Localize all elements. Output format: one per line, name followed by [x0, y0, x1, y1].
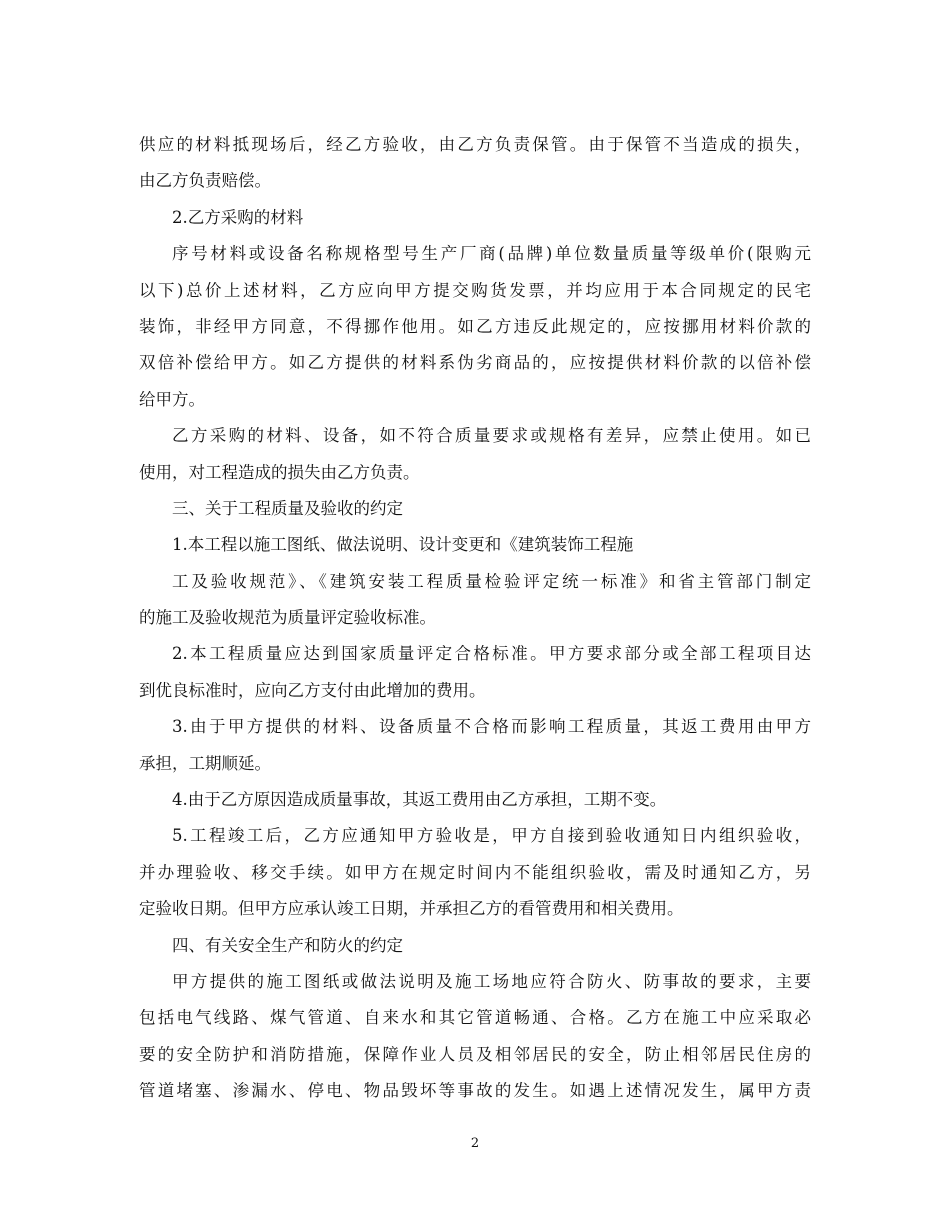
text-line: 2.本工程质量应达到国家质量评定合格标准。甲方要求部分或全部工程项目达 — [172, 644, 811, 664]
text-line: 承担，工期顺延。 — [139, 753, 271, 773]
text-line: 管道堵塞、渗漏水、停电、物品毁坏等事故的发生。如遇上述情况发生，属甲方责 — [139, 1081, 811, 1101]
text-line: 4.由于乙方原因造成质量事故，其返工费用由乙方承担，工期不变。 — [172, 790, 667, 810]
text-line: 使用，对工程造成的损失由乙方负责。 — [139, 462, 420, 482]
text-line: 工及验收规范》、《建筑安装工程质量检验评定统一标准》和省主管部门制定 — [172, 571, 811, 591]
text-line: 双倍补偿给甲方。如乙方提供的材料系伪劣商品的，应按提供材料价款的以倍补偿 — [139, 353, 811, 373]
text-line: 要的安全防护和消防措施，保障作业人员及相邻居民的安全，防止相邻居民住房的 — [139, 1044, 811, 1064]
text-line: 定验收日期。但甲方应承认竣工日期，并承担乙方的看管费用和相关费用。 — [139, 899, 684, 919]
text-line: 装饰，非经甲方同意，不得挪作他用。如乙方违反此规定的，应按挪用材料价款的 — [139, 316, 811, 336]
text-line: 序号材料或设备名称规格型号生产厂商(品牌)单位数量质量等级单价(限购元 — [172, 244, 811, 264]
text-line: 以下)总价上述材料，乙方应向甲方提交购货发票，并均应用于本合同规定的民宅 — [139, 280, 811, 300]
text-line: 乙方采购的材料、设备，如不符合质量要求或规格有差异，应禁止使用。如已 — [172, 426, 811, 446]
text-line: 由乙方负责赔偿。 — [139, 171, 271, 191]
text-line: 3.由于甲方提供的材料、设备质量不合格而影响工程质量，其返工费用由甲方 — [172, 717, 811, 737]
text-line: 到优良标准时，应向乙方支付由此增加的费用。 — [139, 680, 486, 700]
text-line: 并办理验收、移交手续。如甲方在规定时间内不能组织验收，需及时通知乙方，另 — [139, 862, 811, 882]
text-line: 三、关于工程质量及验收的约定 — [172, 498, 403, 518]
text-line: 5.工程竣工后，乙方应通知甲方验收是，甲方自接到验收通知日内组织验收， — [172, 826, 811, 846]
text-line: 甲方提供的施工图纸或做法说明及施工场地应符合防火、防事故的要求，主要 — [172, 971, 811, 991]
text-line: 四、有关安全生产和防火的约定 — [172, 935, 403, 955]
text-line: 包括电气线路、煤气管道、自来水和其它管道畅通、合格。乙方在施工中应采取必 — [139, 1008, 811, 1028]
text-line: 的施工及验收规范为质量评定验收标准。 — [139, 608, 436, 628]
body-text — [139, 127, 811, 1110]
text-line: 2.乙方采购的材料 — [172, 207, 304, 227]
text-line: 1.本工程以施工图纸、做法说明、设计变更和《建筑装饰工程施 — [172, 535, 634, 555]
page-number: 2 — [470, 1136, 480, 1151]
text-line: 给甲方。 — [139, 389, 205, 409]
text-line: 供应的材料抵现场后，经乙方验收，由乙方负责保管。由于保管不当造成的损失， — [139, 135, 811, 154]
